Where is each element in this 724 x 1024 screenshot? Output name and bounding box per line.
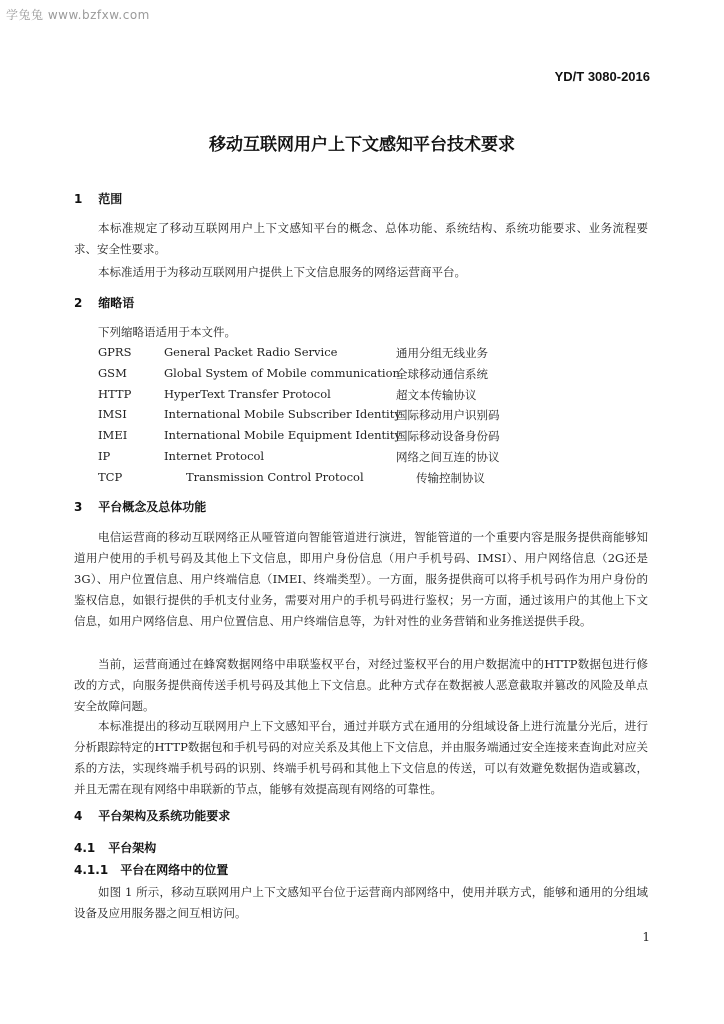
abbreviation-english: Transmission Control Protocol xyxy=(186,469,364,484)
section-2-heading xyxy=(74,294,134,311)
abbreviation-row xyxy=(98,345,618,366)
scope-paragraph-1: 本标准规定了移动互联网用户上下文感知平台的概念、总体功能、系统结构、系统功能要求、业务流程要求、安全性要求。 xyxy=(74,221,648,256)
section-4-1-1-heading xyxy=(74,861,228,878)
abbreviation-chinese: 传输控制协议 xyxy=(416,470,485,485)
abbreviation-row xyxy=(98,407,618,428)
concept-paragraph-2: 当前，运营商通过在蜂窝数据网络中串联鉴权平台，对经过鉴权平台的用户数据流中的HTTP数据包进行修改的方式，向服务提供商传送手机号码及其他上下文信息。此种方式存在数据被人恶意截取并篡改的风险及单点安全故障问题。 xyxy=(74,657,648,713)
abbreviation-english: Global System of Mobile communication xyxy=(164,365,400,380)
section-1-heading xyxy=(74,190,122,207)
abbreviation-english: Internet Protocol xyxy=(164,448,265,463)
abbreviation: HTTP xyxy=(98,386,132,401)
abbreviation: GSM xyxy=(98,365,127,380)
section-title: 缩略语 xyxy=(98,296,135,310)
section-title: 平台概念及总体功能 xyxy=(98,500,207,514)
section-title: 平台架构及系统功能要求 xyxy=(98,809,231,823)
standard-number: YD/T 3080-2016 xyxy=(554,69,650,84)
document-title: 移动互联网用户上下文感知平台技术要求 xyxy=(209,135,515,155)
abbreviation-chinese: 通用分组无线业务 xyxy=(396,346,488,360)
abbreviation-english: HyperText Transfer Protocol xyxy=(164,386,331,401)
abbreviation-chinese: 全球移动通信系统 xyxy=(396,366,488,381)
abbreviation-row xyxy=(98,449,618,470)
section-title: 平台架构 xyxy=(108,841,157,855)
section-number: 4.1 xyxy=(74,841,96,855)
position-paragraph: 如图 1 所示，移动互联网用户上下文感知平台位于运营商内部网络中，使用并联方式，能够和通用的分组域设备及应用服务器之间互相访问。 xyxy=(74,885,648,920)
abbreviation-chinese: 国际移动设备身份码 xyxy=(396,429,500,444)
concept-paragraph-3: 本标准提出的移动互联网用户上下文感知平台，通过并联方式在通用的分组域设备上进行流量分光后，进行分析跟踪特定的HTTP数据包和手机号码的对应关系及其他上下文信息，并由服务端通过安全连接来查询此对应关系的方法，实现终端手机号码的识别、终端手机号码和其他上下文信息的传送，可以有效避免数据伪造或篡改，并且无需在现有网络中串联新的节点，能够有效提高现有网络的可靠性。 xyxy=(74,719,648,796)
scope-paragraph-2: 本标准适用于为移动互联网用户提供上下文信息服务的网络运营商平台。 xyxy=(98,265,466,279)
abbreviation-row xyxy=(98,387,618,408)
abbreviation-english: General Packet Radio Service xyxy=(164,345,338,359)
page-number: 1 xyxy=(642,930,650,944)
section-4-heading xyxy=(74,807,230,824)
abbreviation: TCP xyxy=(98,469,123,484)
section-number: 3 xyxy=(74,500,83,514)
abbreviation: IP xyxy=(98,448,111,463)
abbreviation-chinese: 国际移动用户识别码 xyxy=(396,408,500,423)
abbreviation-row xyxy=(98,366,618,387)
section-number: 2 xyxy=(74,296,83,310)
abbreviations-intro: 下列缩略语适用于本文件。 xyxy=(98,325,236,339)
section-number: 4 xyxy=(74,809,83,823)
abbreviation: GPRS xyxy=(98,345,132,359)
section-number: 4.1.1 xyxy=(74,863,109,877)
abbreviation: IMSI xyxy=(98,407,127,422)
section-title: 平台在网络中的位置 xyxy=(120,863,229,877)
watermark: 学兔兔 www.bzfxw.com xyxy=(6,8,150,22)
concept-paragraph-1: 电信运营商的移动互联网络正从哑管道向智能管道进行演进，智能管道的一个重要内容是服务提供商能够知道用户使用的手机号码及其他上下文信息，即用户身份信息（用户手机号码、IMSI）、用户网络信息（2G还是3G）、用户位置信息、用户终端信息（IMEI、终端类型）。一方面，服务提供商可以将手机号码作为用户身份的鉴权信息，如银行提供的手机支付业务，需要对用户的手机号码进行鉴权；另一方面，通过该用户的其他上下文信息，如用户网络信息、用户位置信息、用户终端信息等，为针对性的业务营销和业务推送提供手段。 xyxy=(74,530,648,628)
abbreviation-row xyxy=(98,470,618,491)
abbreviation-english: International Mobile Subscriber Identity xyxy=(164,407,401,422)
section-4-1-heading xyxy=(74,839,156,856)
abbreviations-table xyxy=(98,345,618,491)
abbreviation-english: International Mobile Equipment Identity xyxy=(164,428,401,443)
abbreviation-chinese: 网络之间互连的协议 xyxy=(396,449,500,464)
section-number: 1 xyxy=(74,192,83,206)
section-3-heading xyxy=(74,498,206,515)
abbreviation-chinese: 超文本传输协议 xyxy=(396,387,477,402)
section-title: 范围 xyxy=(98,192,123,206)
abbreviation-row xyxy=(98,428,618,449)
abbreviation: IMEI xyxy=(98,428,128,443)
